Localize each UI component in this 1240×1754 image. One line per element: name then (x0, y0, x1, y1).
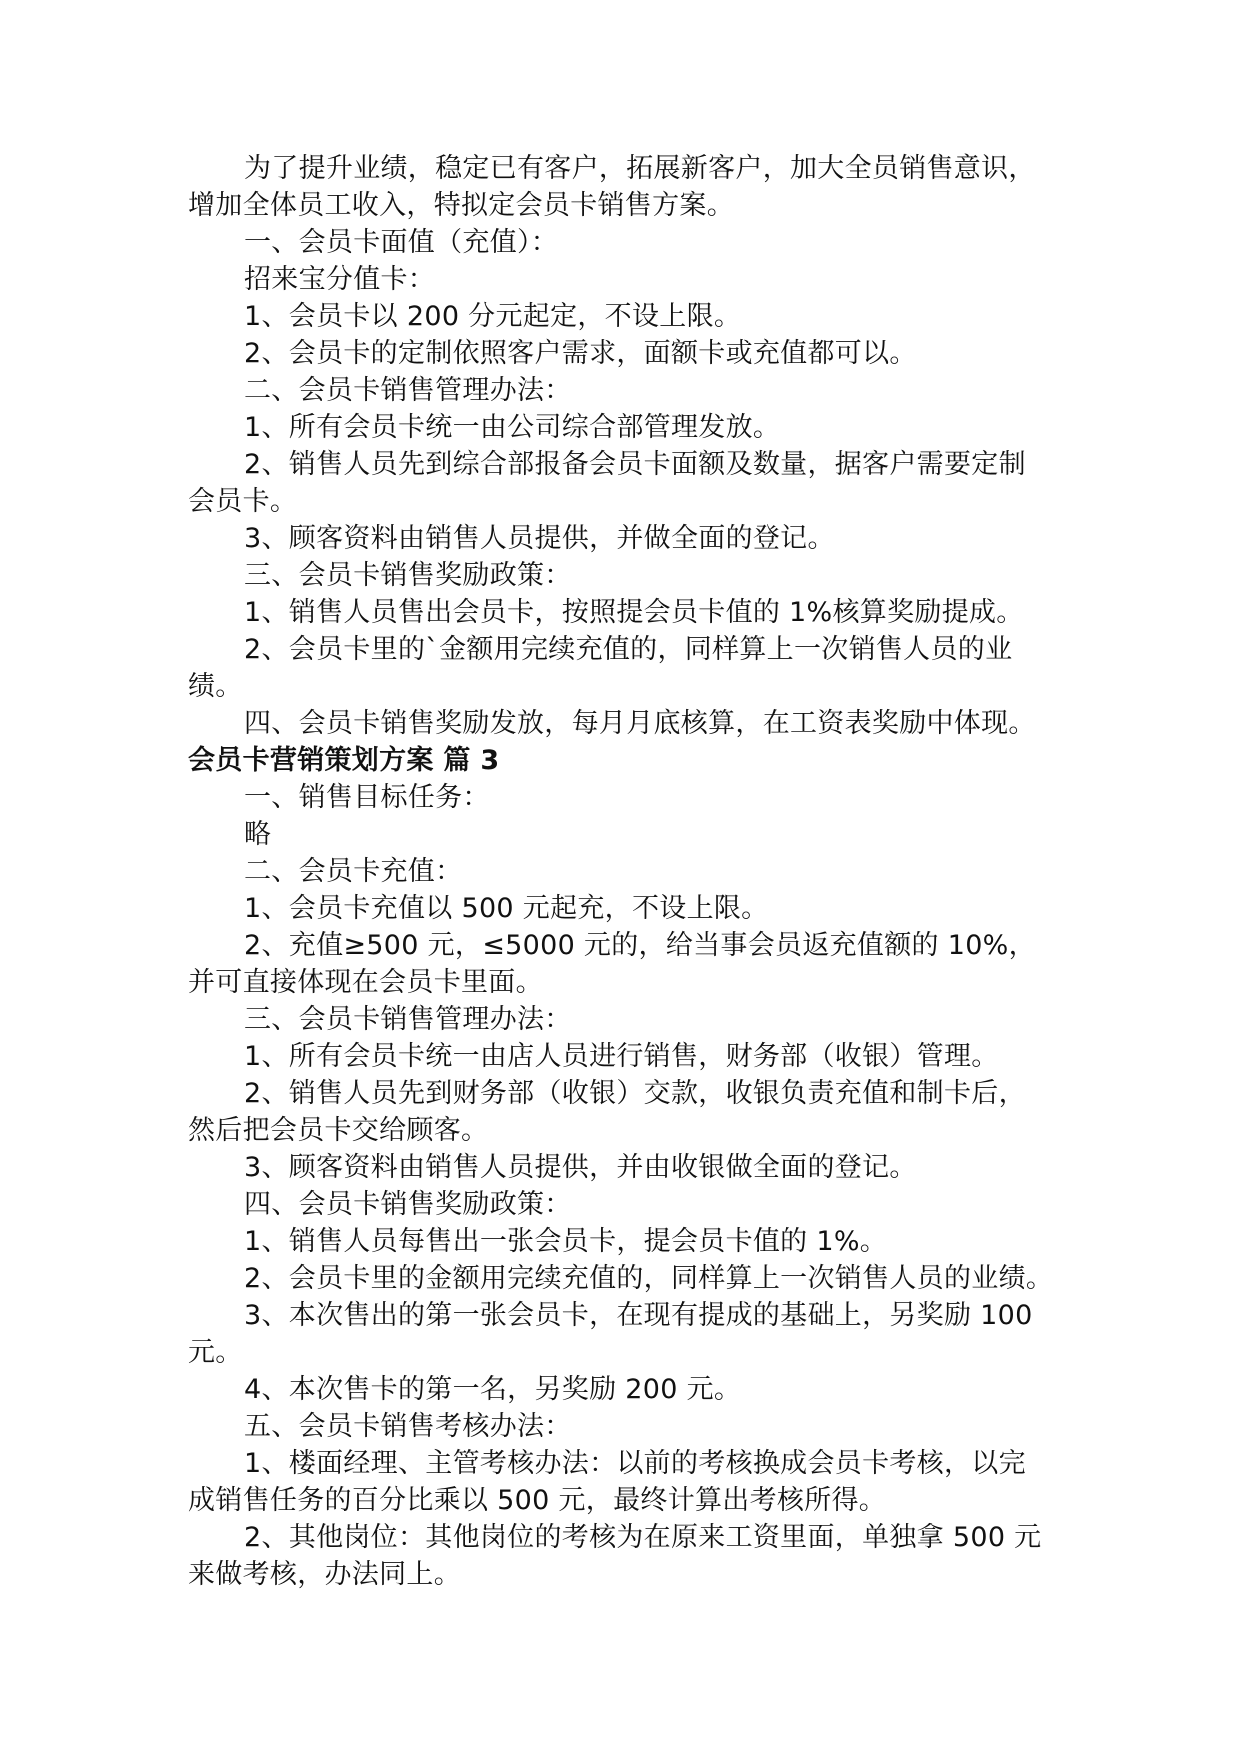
list-item-continuation: 绩。 (188, 671, 243, 702)
list-item: 1、会员卡充值以 500 元起充，不设上限。 (244, 893, 769, 924)
section-title: 一、会员卡面值（充值）： (244, 227, 559, 258)
section-title: 三、会员卡销售奖励政策： (244, 560, 572, 591)
section-title: 五、会员卡销售考核办法： (244, 1411, 572, 1442)
list-item: 2、销售人员先到财务部（收银）交款，收银负责充值和制卡后， (244, 1078, 1026, 1109)
section-title: 四、会员卡销售奖励发放，每月月底核算，在工资表奖励中体现。 (244, 708, 1036, 739)
list-item: 3、本次售出的第一张会员卡，在现有提成的基础上，另奖励 100 (244, 1300, 1033, 1331)
list-item: 2、其他岗位：其他岗位的考核为在原来工资里面，单独拿 500 元 (244, 1522, 1042, 1553)
paragraph-line: 为了提升业绩，稳定已有客户，拓展新客户，加大全员销售意识， (244, 153, 1036, 184)
paragraph-line: 增加全体员工收入，特拟定会员卡销售方案。 (188, 190, 734, 221)
section-title: 三、会员卡销售管理办法： (244, 1004, 572, 1035)
list-item: 3、顾客资料由销售人员提供，并由收银做全面的登记。 (244, 1152, 917, 1183)
section-title: 四、会员卡销售奖励政策： (244, 1189, 572, 1220)
paragraph-line: 略 (244, 819, 272, 850)
list-item: 2、充值≥500 元，≤5000 元的，给当事会员返充值额的 10%， (244, 930, 1036, 961)
list-item: 2、会员卡里的`金额用完续充值的，同样算上一次销售人员的业 (244, 634, 1013, 665)
list-item-continuation: 来做考核，办法同上。 (188, 1559, 461, 1590)
list-item: 4、本次售卡的第一名，另奖励 200 元。 (244, 1374, 742, 1405)
list-item: 2、会员卡的定制依照客户需求，面额卡或充值都可以。 (244, 338, 917, 369)
section-title: 二、会员卡充值： (244, 856, 463, 887)
list-item: 2、会员卡里的金额用完续充值的，同样算上一次销售人员的业绩。 (244, 1263, 1054, 1294)
section-card-sales-plan (188, 150, 1068, 742)
document-heading: 会员卡营销策划方案 篇 3 (188, 745, 500, 776)
document-page (188, 150, 1068, 1593)
section-title: 二、会员卡销售管理办法： (244, 375, 572, 406)
list-item: 1、销售人员每售出一张会员卡，提会员卡值的 1%。 (244, 1226, 888, 1257)
list-item: 2、销售人员先到综合部报备会员卡面额及数量，据客户需要定制 (244, 449, 1026, 480)
list-item: 1、会员卡以 200 分元起定，不设上限。 (244, 301, 742, 332)
list-item-continuation: 成销售任务的百分比乘以 500 元，最终计算出考核所得。 (188, 1485, 887, 1516)
list-item: 1、销售人员售出会员卡，按照提会员卡值的 1%核算奖励提成。 (244, 597, 1024, 628)
list-item: 1、所有会员卡统一由公司综合部管理发放。 (244, 412, 781, 443)
list-item-continuation: 会员卡。 (188, 486, 298, 517)
paragraph-line: 招来宝分值卡： (244, 264, 436, 295)
list-item-continuation: 元。 (188, 1337, 243, 1368)
list-item: 3、顾客资料由销售人员提供，并做全面的登记。 (244, 523, 835, 554)
list-item: 1、所有会员卡统一由店人员进行销售，财务部（收银）管理。 (244, 1041, 999, 1072)
list-item-continuation: 并可直接体现在会员卡里面。 (188, 967, 543, 998)
list-item: 1、楼面经理、主管考核办法：以前的考核换成会员卡考核，以完 (244, 1448, 1026, 1479)
section-plan-3 (188, 779, 1068, 1593)
list-item-continuation: 然后把会员卡交给顾客。 (188, 1115, 489, 1146)
section-title: 一、销售目标任务： (244, 782, 490, 813)
